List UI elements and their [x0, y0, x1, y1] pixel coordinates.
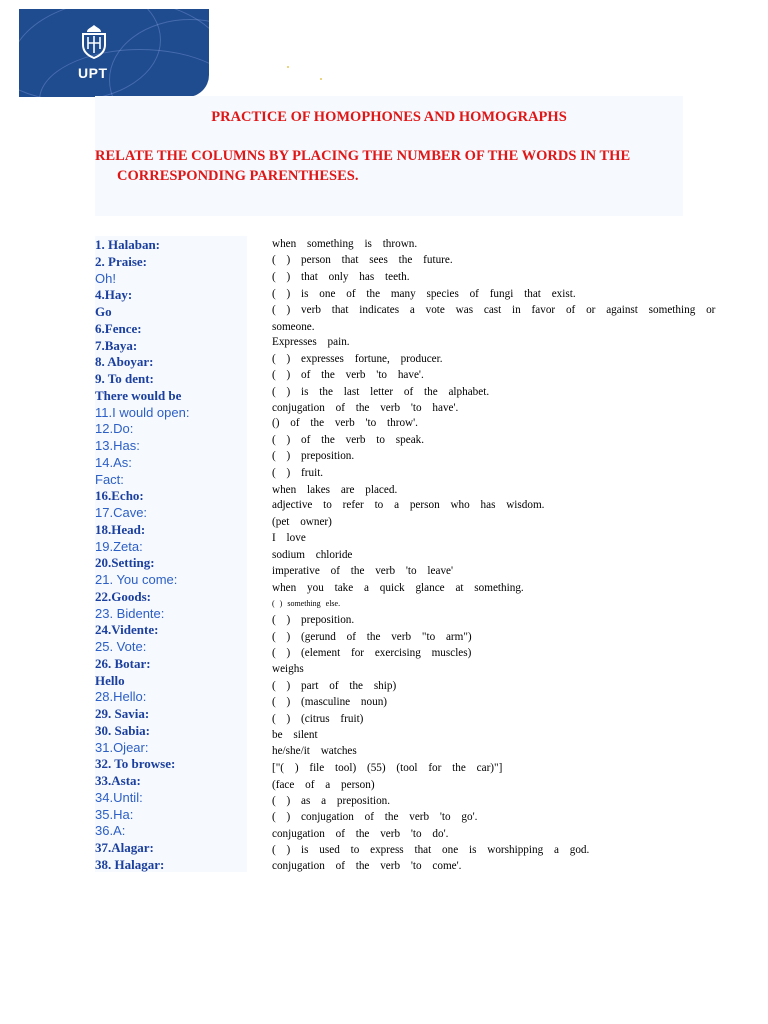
word-item: 13.Has:: [95, 438, 140, 453]
definition-item: ( ) preposition.: [272, 450, 355, 462]
word-item: 22.Goods:: [95, 588, 151, 604]
word-item: 11.I would open:: [95, 404, 190, 420]
word-item: 25. Vote:: [95, 639, 147, 654]
instructions-line-1: RELATE THE COLUMNS BY PLACING THE NUMBER OF THE WORDS IN THE: [95, 148, 631, 164]
word-item: 7.Baya:: [95, 337, 138, 353]
definition-item: ( ) that only has teeth.: [272, 271, 410, 283]
word-item: 18.Head:: [95, 521, 146, 537]
definition-item: when you take a quick glance at something.: [272, 582, 524, 594]
definition-item: conjugation of the verb 'to have'.: [272, 402, 459, 414]
definition-item: ( ) of the verb 'to have'.: [272, 369, 424, 381]
word-item: 33.Asta:: [95, 773, 141, 788]
instructions: [95, 146, 735, 186]
definition-item: ( ) verb that indicates a vote was cast in favor of or against something or: [272, 304, 716, 316]
word-item: 32. To browse:: [95, 756, 176, 772]
word-item: 29. Savia:: [95, 706, 150, 721]
word-item: 30. Sabia:: [95, 722, 150, 738]
word-item: 21. You come:: [95, 572, 178, 587]
definition-item: () of the verb 'to throw'.: [272, 417, 418, 429]
word-item: 6.Fence:: [95, 320, 142, 336]
word-item: There would be: [95, 387, 182, 403]
definition-item: adjective to refer to a person who has wisdom.: [272, 499, 545, 511]
university-seal-icon: [77, 23, 111, 59]
definition-item: ( ) as a preposition.: [272, 795, 391, 807]
word-item: 4.Hay:: [95, 287, 133, 303]
word-item: 19.Zeta:: [95, 538, 143, 554]
university-logo-text: UPT: [78, 65, 108, 81]
definition-item: ( ) of the verb to speak.: [272, 434, 425, 446]
word-item: 2. Praise:: [95, 253, 147, 269]
definition-item: when lakes are placed.: [272, 484, 398, 496]
word-item: 1. Halaban:: [95, 237, 161, 252]
word-item: 8. Aboyar:: [95, 354, 154, 370]
word-item: 16.Echo:: [95, 488, 144, 504]
definition-item: be silent: [272, 729, 318, 741]
word-item: 36.A:: [95, 823, 126, 839]
definition-item: ( ) (element for exercising muscles): [272, 647, 472, 659]
word-item: 28.Hello:: [95, 689, 147, 705]
word-item: 14.As:: [95, 454, 132, 470]
word-item: 23. Bidente:: [95, 605, 165, 621]
definition-item: someone.: [272, 321, 315, 333]
definition-item: (face of a person): [272, 779, 375, 791]
definition-item: weighs: [272, 663, 304, 675]
decorative-dot: [320, 78, 322, 80]
word-item: 24.Vidente:: [95, 622, 159, 638]
definition-item: ( ) part of the ship): [272, 680, 397, 692]
decorative-dot: [287, 66, 289, 68]
word-item: Fact:: [95, 471, 124, 487]
word-item: 34.Until:: [95, 789, 143, 805]
word-item: 20.Setting:: [95, 555, 155, 571]
word-item: 26. Botar:: [95, 655, 151, 671]
definition-item: ( ) fruit.: [272, 467, 324, 479]
definition-item: Expresses pain.: [272, 336, 350, 348]
definition-item: ["( ) file tool) (55) (tool for the car)"]: [272, 762, 503, 774]
definition-item: ( ) (masculine noun): [272, 696, 388, 708]
definition-item: I love: [272, 532, 306, 544]
definition-item: conjugation of the verb 'to come'.: [272, 860, 462, 872]
definition-item: conjugation of the verb 'to do'.: [272, 828, 449, 840]
definition-item: imperative of the verb 'to leave': [272, 565, 454, 577]
definition-item: ( ) preposition.: [272, 614, 355, 626]
word-item: 9. To dent:: [95, 371, 154, 386]
word-item: Oh!: [95, 270, 116, 286]
definition-item: ( ) (citrus fruit): [272, 713, 364, 725]
word-item: Hello: [95, 672, 125, 688]
word-item: 12.Do:: [95, 421, 134, 437]
word-column: [95, 236, 247, 872]
definition-item: he/she/it watches: [272, 745, 357, 757]
definition-item: ( ) is used to express that one is worshipping a god.: [272, 844, 590, 856]
definition-item: ( ) is one of the many species of fungi that exist.: [272, 288, 576, 300]
word-item: 38. Halagar:: [95, 856, 165, 872]
word-item: 37.Alagar:: [95, 840, 154, 855]
header-banner: [19, 9, 209, 97]
definition-item: ( ) (gerund of the verb "to arm"): [272, 631, 472, 643]
definition-item: (pet owner): [272, 516, 332, 528]
definition-item: sodium chloride: [272, 549, 353, 561]
instructions-line-2: CORRESPONDING PARENTHESES.: [117, 168, 359, 184]
definition-item: ( ) something else.: [272, 599, 341, 608]
definition-item: ( ) expresses fortune, producer.: [272, 353, 443, 365]
word-item: 17.Cave:: [95, 505, 148, 520]
word-item: Go: [95, 304, 112, 319]
word-item: 35.Ha:: [95, 806, 134, 822]
definition-item: when something is thrown.: [272, 238, 418, 250]
definition-item: ( ) person that sees the future.: [272, 254, 453, 266]
definition-item: ( ) is the last letter of the alphabet.: [272, 386, 490, 398]
page-title: PRACTICE OF HOMOPHONES AND HOMOGRAPHS: [211, 109, 567, 125]
definition-item: ( ) conjugation of the verb 'to go'.: [272, 811, 478, 823]
title-box: [95, 96, 683, 216]
word-item: 31.Ojear:: [95, 739, 149, 755]
